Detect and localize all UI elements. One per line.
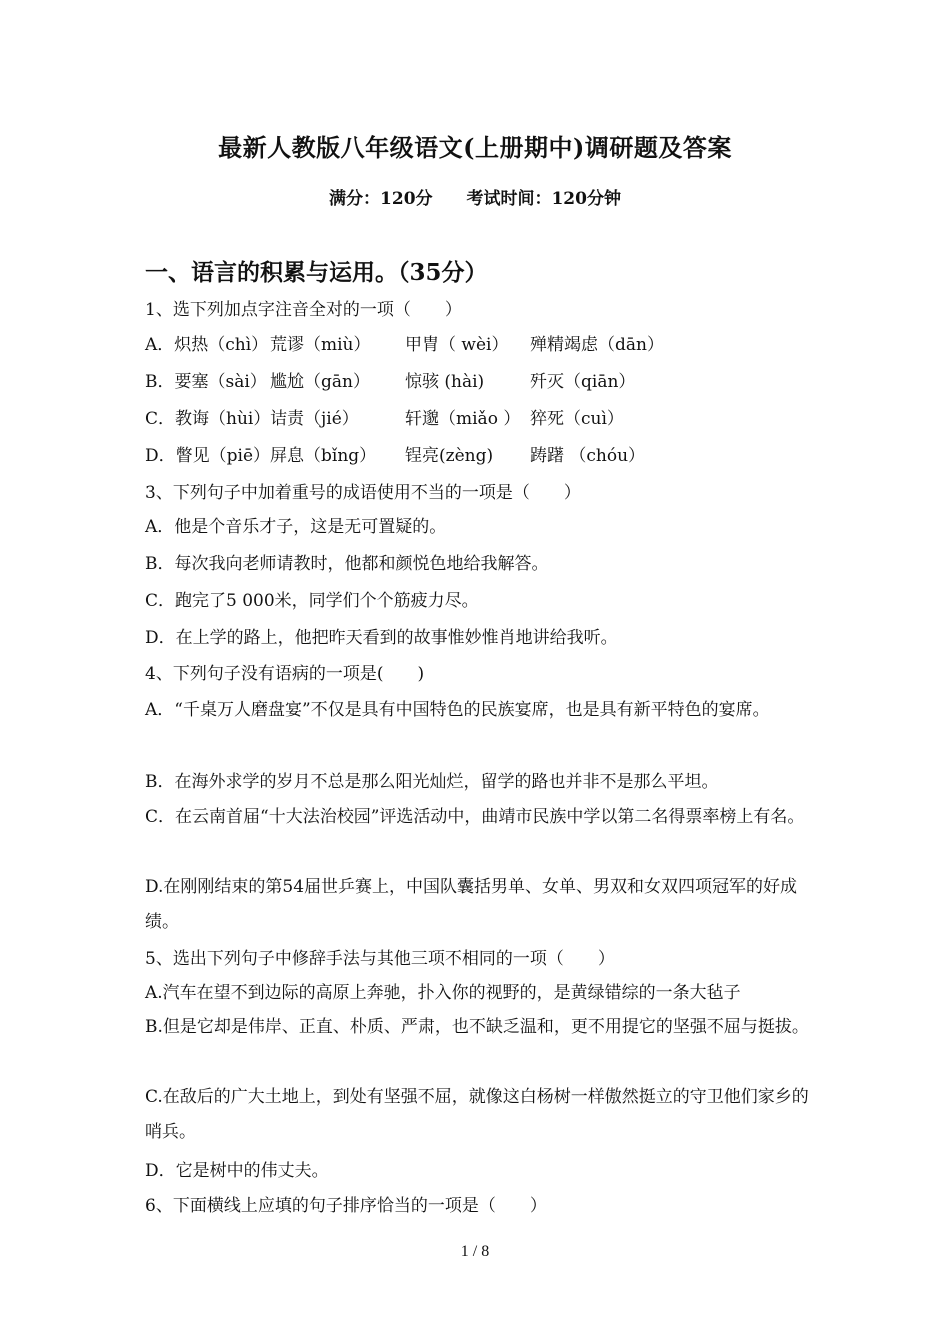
option-item: 荒谬（miù） [270,335,371,355]
option-item: 锃亮(zèng) [405,446,494,466]
option-item: A．炽热（chì） [145,335,269,355]
exam-time: 考试时间：120分钟 [466,189,621,209]
exam-info [0,184,950,209]
question-5-option-b: B.但是它却是伟岸、正直、朴质、严肃，也不缺乏温和，更不用提它的坚强不屈与挺拔。 [145,1017,809,1037]
question-3-option-d: D．在上学的路上，他把昨天看到的故事惟妙惟肖地讲给我听。 [145,628,618,648]
page-title: 最新人教版八年级语文(上册期中)调研题及答案 [218,133,732,162]
option-item: 猝死（cuì） [530,409,624,429]
section-heading: 一、语言的积累与运用。（35分） [145,259,488,286]
question-1-option-b [145,367,635,392]
question-6-stem: 6、下面横线上应填的句子排序恰当的一项是（ ） [145,1196,547,1216]
question-1-stem: 1、选下列加点字注音全对的一项（ ） [145,300,462,320]
question-4-stem: 4、下列句子没有语病的一项是( ) [145,664,425,684]
option-item: 诘责（jié） [270,409,359,429]
option-item: 殚精竭虑（dān） [530,335,664,355]
option-item: D．瞥见（piē） [145,446,271,466]
question-5-option-a: A.汽车在望不到边际的高原上奔驰，扑入你的视野的，是黄绿错综的一条大毡子 [145,983,741,1003]
question-1-option-a [145,330,664,355]
question-4-option-a: A．“千桌万人磨盘宴”不仅是具有中国特色的民族宴席，也是具有新平特色的宴席。 [145,700,770,720]
question-5-option-c: C.在敌后的广大土地上，到处有坚强不屈，就像这白杨树一样傲然挺立的守卫他们家乡的哨兵。 [145,1087,809,1142]
full-score: 满分：120分 [329,189,433,209]
question-5-stem: 5、选出下列句子中修辞手法与其他三项不相同的一项（ ） [145,949,615,969]
option-item: 甲胄（ wèi） [405,335,509,355]
page-number: 1 / 8 [460,1243,490,1260]
option-item: B．要塞（sài） [145,372,267,392]
option-item: 惊骇 (hài) [405,372,485,392]
question-5-option-d: D．它是树中的伟丈夫。 [145,1161,329,1181]
question-1-option-d [145,441,645,466]
option-item: 屏息（bǐng） [270,446,377,466]
question-3-stem: 3、下列句子中加着重号的成语使用不当的一项是（ ） [145,483,581,503]
option-item: 尴尬（gān） [270,372,370,392]
question-4-option-b: B．在海外求学的岁月不总是那么阳光灿烂，留学的路也并非不是那么平坦。 [145,772,719,792]
question-4-option-d: D.在刚刚结束的第54届世乒赛上，中国队囊括男单、女单、男双和女双四项冠军的好成绩。 [145,877,798,932]
question-3-option-a: A．他是个音乐才子，这是无可置疑的。 [145,517,447,537]
option-item: C．教诲（hùi） [145,409,271,429]
question-4-option-c: C．在云南首届“十大法治校园”评选活动中，曲靖市民族中学以第二名得票率榜上有名。 [145,807,805,827]
option-item: 歼灭（qiān） [530,372,636,392]
question-1-option-c [145,404,624,429]
question-3-option-b: B．每次我向老师请教时，他都和颜悦色地给我解答。 [145,554,549,574]
option-item: 踌躇 （chóu） [530,446,646,466]
option-item: 轩邈（miǎo ） [405,409,521,429]
question-3-option-c: C．跑完了5 000米，同学们个个筋疲力尽。 [145,591,479,611]
